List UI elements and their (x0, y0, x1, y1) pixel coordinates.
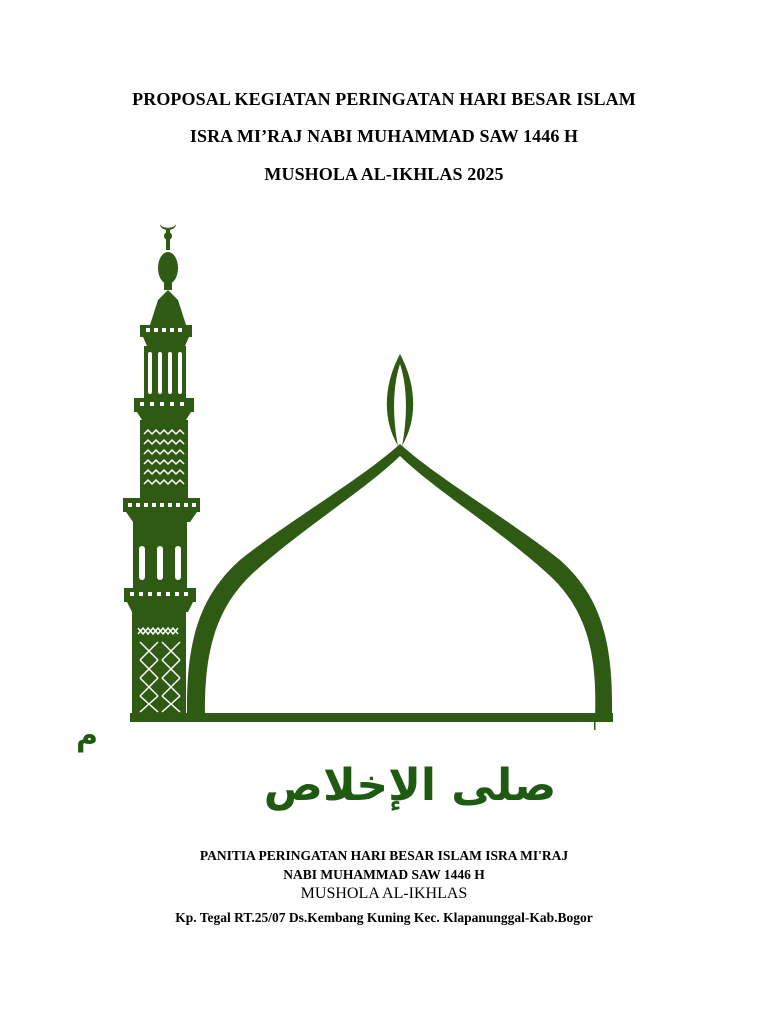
committee-line-1: PANITIA PERINGATAN HARI BESAR ISLAM ISRA MI'RAJ (199, 848, 569, 863)
crescent-icon (160, 224, 176, 230)
committee-line-2: NABI MUHAMMAD SAW 1446 H (283, 867, 485, 882)
title-line-1: PROPOSAL KEGIATAN PERINGATAN HARI BESAR ISLAM (132, 89, 636, 109)
arabic-mosque-name: صلى الإخلاص (263, 760, 557, 811)
mosque-name: MUSHOLA AL-IKHLAS (300, 885, 468, 902)
arabic-stray-character: م (76, 718, 98, 753)
title-line-3: MUSHOLA AL-IKHLAS 2025 (264, 164, 504, 184)
dome-icon (130, 354, 613, 730)
title-line-2: ISRA MI’RAJ NABI MUHAMMAD SAW 1446 H (189, 126, 579, 146)
mosque-illustration (0, 210, 768, 730)
address: Kp. Tegal RT.25/07 Ds.Kembang Kuning Kec. Klapanunggal-Kab.Bogor (175, 910, 593, 925)
minaret-icon (123, 224, 200, 716)
